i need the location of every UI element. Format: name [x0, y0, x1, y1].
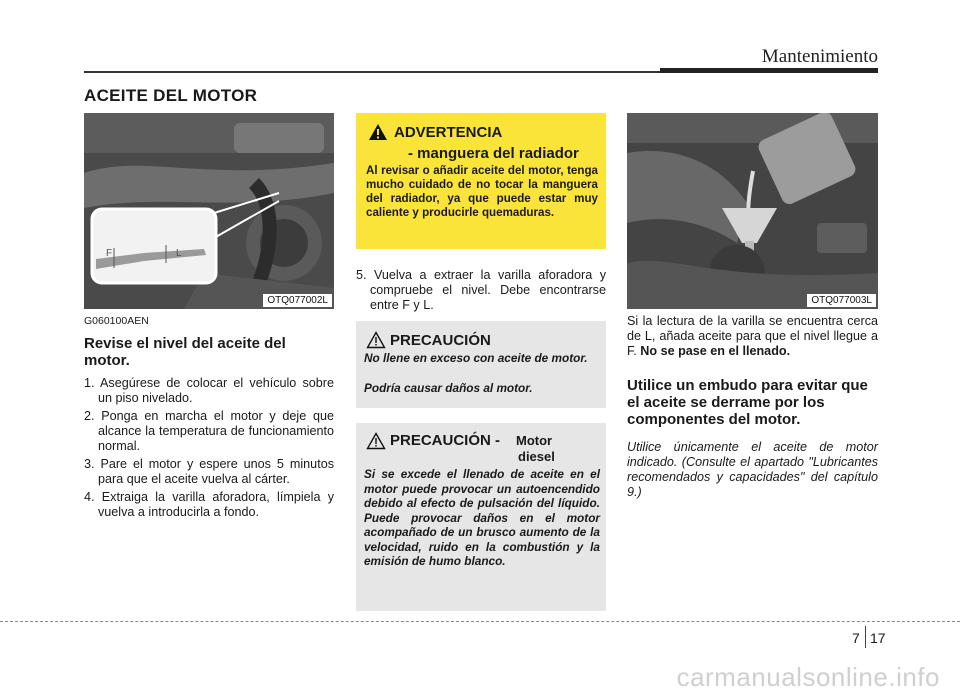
- warning-text: Al revisar o añadir aceite del motor, tenga mucho cuidado de no tocar la manguera del radiador, ya que puede estar muy caliente y producirle quemaduras.: [366, 164, 598, 219]
- caution-line-2: Podría causar daños al motor.: [364, 381, 533, 395]
- dipstick-label-f: F: [106, 248, 113, 259]
- photo-caption: OTQ077003L: [807, 294, 876, 307]
- step-5: 5. Vuelva a extraer la varilla aforadora y compruebe el nivel. Debe encontrarse entre F y L.: [356, 268, 606, 312]
- chapter-title: Mantenimiento: [761, 46, 878, 67]
- step-2: 2. Ponga en marcha el motor y deje que alcance la temperatura de funcionamiento normal.: [84, 409, 334, 453]
- funnel-heading: Utilice un embudo para evitar que el aceite se derrame por los componentes del motor.: [627, 377, 868, 428]
- photo-caption: OTQ077002L: [263, 294, 332, 307]
- level-text-bold: No se pase en el llenado.: [640, 344, 791, 358]
- left-column: [84, 314, 334, 523]
- warning-title: ADVERTENCIA: [394, 124, 503, 141]
- level-paragraph: [627, 314, 878, 359]
- caution-diesel-box: [356, 423, 606, 611]
- right-column: [627, 314, 878, 500]
- footer-rule: [0, 621, 960, 622]
- steps-list: [84, 376, 334, 520]
- check-oil-heading: Revise el nivel del aceite del motor.: [84, 335, 286, 369]
- warning-subtitle: - manguera del radiador: [408, 145, 579, 162]
- step-4: 4. Extraiga la varilla aforadora, límpiela y vuelva a introducirla a fondo.: [84, 490, 334, 519]
- header-rule-accent: [660, 68, 878, 73]
- caution-box: [356, 321, 606, 408]
- funnel-illustration: [627, 113, 878, 309]
- caution-line-1: No llene en exceso con aceite de motor.: [364, 351, 588, 365]
- caution-diesel-suffix-2: diesel: [518, 449, 555, 464]
- middle-column: [356, 268, 606, 316]
- step-1: 1. Asegúrese de colocar el vehículo sobre un piso nivelado.: [84, 376, 334, 405]
- caution-diesel-text: Si se excede el llenado de aceite en el motor puede provocar un autoencendido debido al efecto de pulsación del líquido. Puede provocar daños en el motor acompañado de un brusco aumento de la velocidad, ruido en la combustión y la emisión de humo blanco.: [364, 467, 600, 568]
- caution-triangle-icon: [366, 331, 386, 349]
- engine-bay-illustration: [84, 113, 334, 309]
- dipstick-label-l: L: [176, 248, 182, 259]
- section-title: ACEITE DEL MOTOR: [84, 86, 258, 105]
- warning-triangle-icon: [368, 123, 388, 141]
- oil-note: Utilice únicamente el aceite de motor indicado. (Consulte el apartado "Lubricantes recomendados y capacidades" del capítulo 9.): [627, 440, 878, 499]
- page-number-divider: [865, 626, 866, 648]
- caution-diesel-suffix-1: Motor: [516, 433, 553, 448]
- chapter-number: 7: [852, 630, 860, 646]
- engine-dipstick-photo: [84, 113, 334, 309]
- step-3: 3. Pare el motor y espere unos 5 minutos para que el aceite vuelva al cárter.: [84, 457, 334, 486]
- caution-triangle-icon: [366, 432, 386, 450]
- engine-funnel-photo: [627, 113, 878, 309]
- caution-title: PRECAUCIÓN: [390, 332, 491, 349]
- warning-box: [356, 113, 606, 249]
- level-text: Si la lectura de la varilla se encuentra cerca de L, añada aceite para que el nivel llegue a F.: [627, 314, 878, 358]
- caution-diesel-title: PRECAUCIÓN -: [390, 432, 501, 449]
- section-code: G060100AEN: [84, 315, 149, 327]
- page-number: 17: [870, 630, 886, 646]
- watermark: carmanualsonline.info: [676, 662, 940, 692]
